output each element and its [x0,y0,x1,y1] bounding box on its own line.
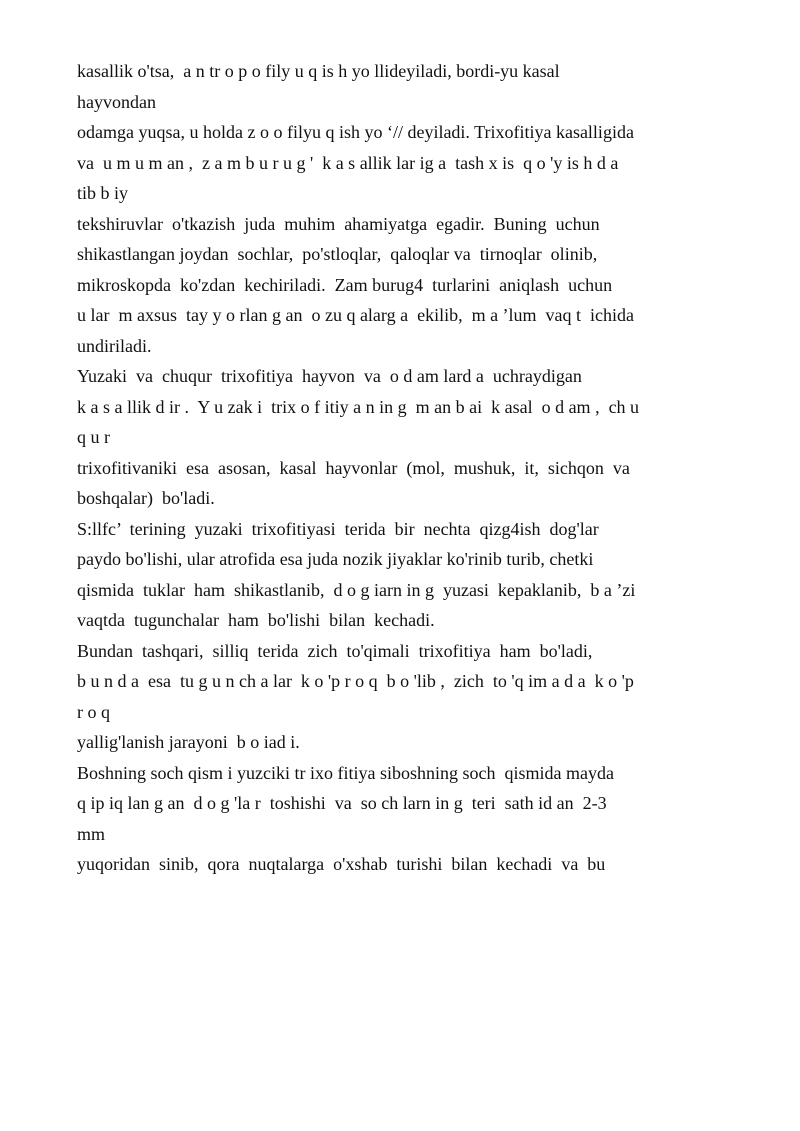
text-line: trixofitivaniki esa asosan, kasal hayvonlar (mol, mushuk, it, sichqon va [77,457,630,478]
text-line: Yuzaki va chuqur trixofitiya hayvon va o d am lard a uchraydigan [77,366,582,386]
text-line: yuqoridan sinib, qora nuqtalarga o'xshab turishi bilan kechadi va bu [77,854,606,874]
text-line: paydo bo'lishi, ular atrofida esa juda nozik jiyaklar ko'rinib turib, chetki [77,549,594,569]
body-text [77,56,767,880]
text-line: qismida tuklar ham shikastlanib, d o g iarn in g yuzasi kepaklanib, b a ’zi [77,579,636,600]
text-line: Boshning soch qism i yuzciki tr ixo fitiya siboshning soch qismida mayda [77,762,614,783]
text-line: q u r [77,427,110,447]
text-line: r o q [77,701,110,722]
text-line: u lar m axsus tay y o rlan g an o zu q alarg a ekilib, m a ’lum vaq t ichida [77,305,635,325]
text-line: mikroskopda ko'zdan kechiriladi. Zam burug4 turlarini aniqlash uchun [77,274,613,295]
text-line: hayvondan [77,91,156,112]
text-line: yallig'lanish jarayoni b o iad i. [77,732,300,752]
text-line: q ip iq lan g an d o g 'la r toshishi va so ch larn in g teri sath id an 2-3 [77,793,607,813]
text-line: mm [77,823,106,844]
text-line: shikastlangan joydan sochlar, po'stloqlar, qaloqlar va tirnoqlar olinib, [77,244,598,264]
text-line: kasallik o'tsa, a n tr o p o fily u q is h yo llideyiladi, bordi-yu kasal [77,61,560,81]
text-line: undiriladi. [77,335,152,356]
text-line: boshqalar) bo'ladi. [77,488,215,508]
text-line: tib b iy [77,183,129,203]
text-line: vaqtda tugunchalar ham bo'lishi bilan kechadi. [77,610,435,630]
text-line: odamga yuqsa, u holda z o o filyu q ish yo ‘// deyiladi. Trixofitiya kasalligida [77,122,634,142]
text-line: b u n d a esa tu g u n ch a lar k o 'p r o q b o 'lib , zich to 'q im a d a k o 'p [77,671,634,691]
text-line: Bundan tashqari, silliq terida zich to'qimali trixofitiya ham bo'ladi, [77,640,593,661]
text-line: tekshiruvlar o'tkazish juda muhim ahamiyatga egadir. Buning uchun [77,213,600,234]
text-line: S:llfc’ terining yuzaki trixofitiyasi terida bir nechta qizg4ish dog'lar [77,518,599,539]
text-line: va u m u m an , z a m b u r u g ' k a s allik lar ig a tash x is q o 'y is h d a [77,152,619,173]
text-line: k a s a llik d ir . Y u zak i trix o f itiy a n in g m an b ai k asal o d am , ch u [77,396,640,417]
